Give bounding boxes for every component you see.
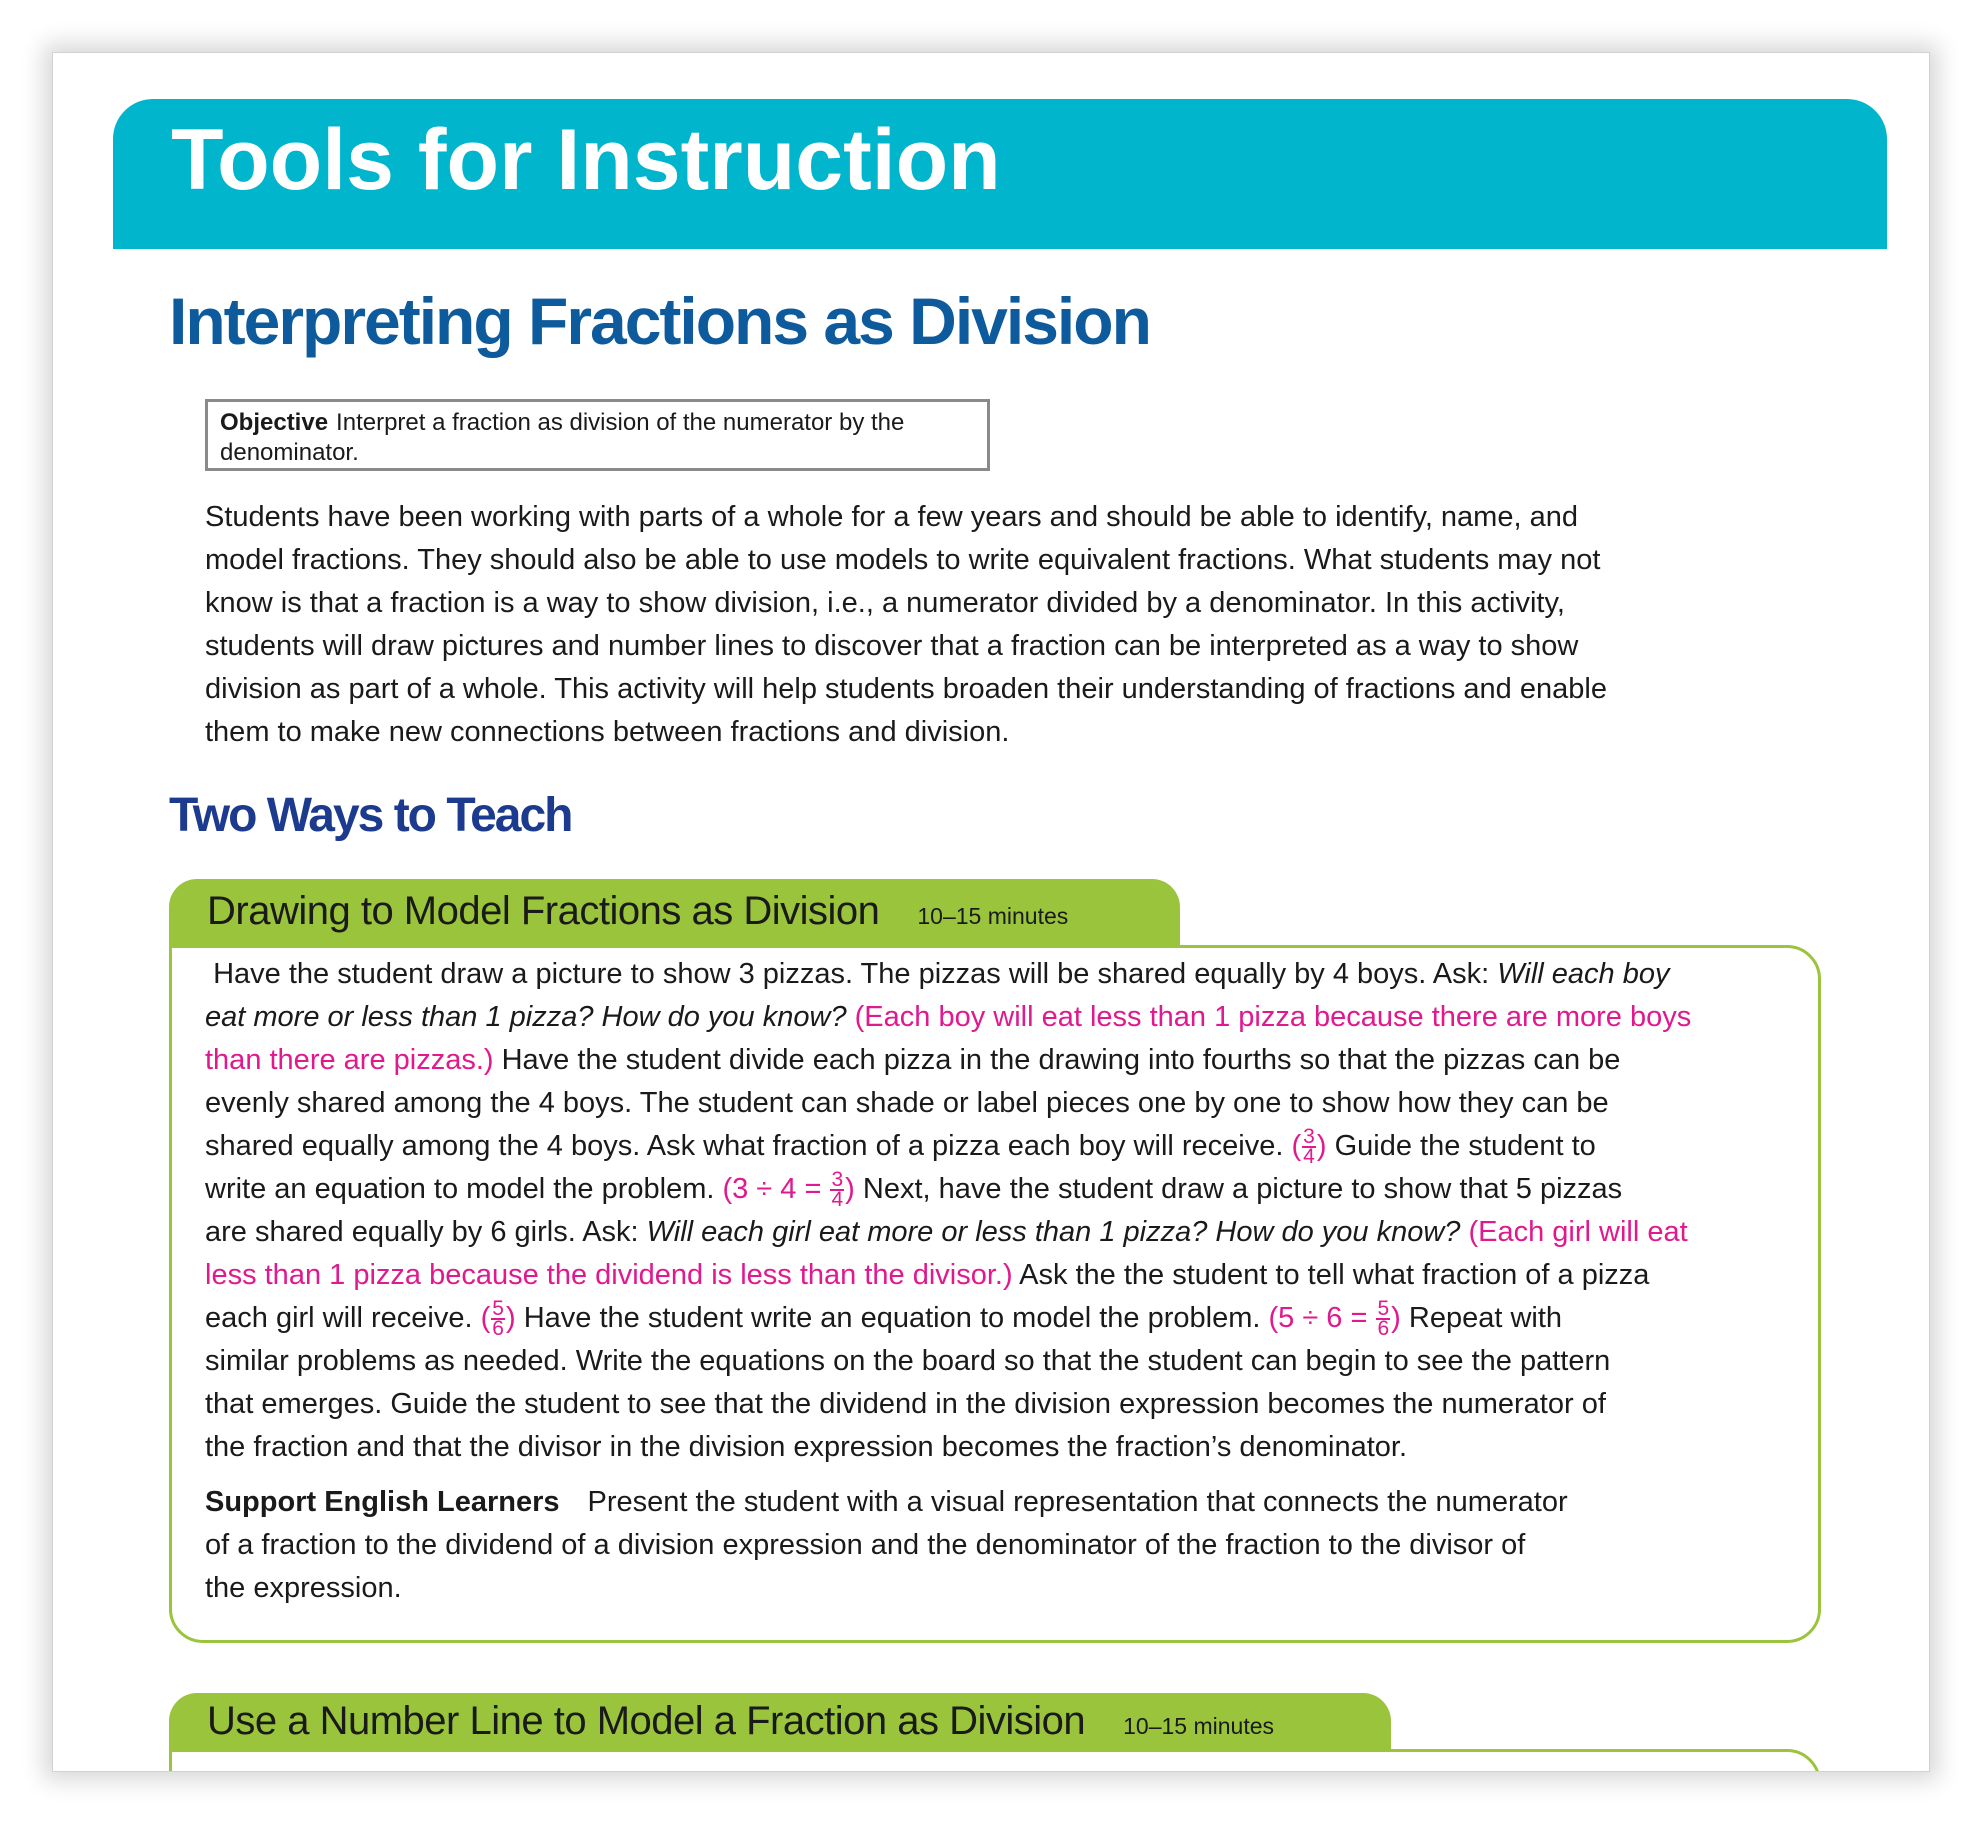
section-title: Two Ways to Teach [169,789,572,842]
activity2-title: Use a Number Line to Model a Fraction as Division [207,1699,1086,1743]
activity1-line: than there are pizzas.) Have the student divide each pizza in the drawing into fourths so that the pizzas can be [205,1044,1621,1076]
activity1-title: Drawing to Model Fractions as Division [207,889,880,933]
activity1-tab [169,879,1180,948]
support-line: the expression. [205,1572,402,1604]
intro-line: know is that a fraction is a way to show division, i.e., a numerator divided by a denominator. In this activity, [205,587,1565,619]
intro-line: model fractions. They should also be able to use models to write equivalent fractions. What students may not [205,544,1601,576]
activity1-line: shared equally among the 4 boys. Ask what fraction of a pizza each boy will receive. ( $\frac{3}{4}$ ) Guide the student to [205,1125,1596,1169]
activity1-line: eat more or less than 1 pizza? How do you know? (Each boy will eat less than 1 pizza because there are more boys [205,1001,1692,1033]
objective-label: Objective [220,409,329,436]
activity1-line: less than 1 pizza because the dividend is less than the divisor.) Ask the the student to tell what fraction of a pizza [205,1259,1650,1291]
objective-text-cont: denominator. [220,439,359,466]
activity2-box [169,1749,1821,1772]
page [52,52,1930,1772]
answer-equation: (3 ÷ 4 = $\frac{3}{4}$ ) [722,1168,855,1212]
activity1-line: are shared equally by 6 girls. Ask: Will each girl eat more or less than 1 pizza? How do you know? (Each girl will eat [205,1216,1688,1248]
intro-line: division as part of a whole. This activity will help students broaden their understanding of fractions and enable [205,673,1607,705]
activity1-line: similar problems as needed. Write the equations on the board so that the student can begin to see the pattern [205,1345,1611,1377]
activity1-line: each girl will receive. ( $\frac{5}{6}$ ) Have the student write an equation to model the problem. (5 ÷ 6 = $\frac{5}{6}$ ) Repeat with [205,1297,1563,1341]
banner-title: Tools for Instruction [171,112,1001,208]
intro-paragraph [205,496,1845,754]
activity1-time: 10–15 minutes [917,903,1069,929]
support-english-learners: Support English Learners Present the student with a visual representation that connects the numerator [205,1486,1568,1518]
intro-line: students will draw pictures and number lines to discover that a fraction can be interpreted as a way to show [205,630,1579,662]
activity1-line: write an equation to model the problem. (3 ÷ 4 = $\frac{3}{4}$ ) Next, have the student draw a picture to show that 5 pizzas [205,1168,1623,1212]
activity1-line: Have the student draw a picture to show 3 pizzas. The pizzas will be shared equally by 4 boys. Ask: Will each boy [213,958,1670,990]
activity1-line: that emerges. Guide the student to see that the dividend in the division expression becomes the numerator of [205,1388,1606,1420]
activity1-text [205,953,1845,1610]
support-line: of a fraction to the dividend of a division expression and the denominator of the fraction to the divisor of [205,1529,1526,1561]
activity2-time: 10–15 minutes [1123,1713,1275,1739]
activity1-line: evenly shared among the 4 boys. The student can shade or label pieces one by one to show how they can be [205,1087,1609,1119]
answer-fraction: ( $\frac{3}{4}$ ) [1291,1125,1327,1169]
objective-text: Interpret a fraction as division of the numerator by the [336,409,905,436]
header-banner [113,99,1887,249]
answer-equation: (5 ÷ 6 = $\frac{5}{6}$ ) [1268,1297,1401,1341]
support-label: Support English Learners [205,1486,560,1518]
intro-line: Students have been working with parts of a whole for a few years and should be able to identify, name, and [205,501,1578,533]
answer-fraction: ( $\frac{5}{6}$ ) [480,1297,516,1341]
intro-line: them to make new connections between fractions and division. [205,716,1010,748]
activity1-line: the fraction and that the divisor in the division expression becomes the fraction’s denominator. [205,1431,1408,1463]
activity2-tab [169,1693,1391,1751]
objective-box [205,399,990,471]
page-title: Interpreting Fractions as Division [169,284,1150,358]
